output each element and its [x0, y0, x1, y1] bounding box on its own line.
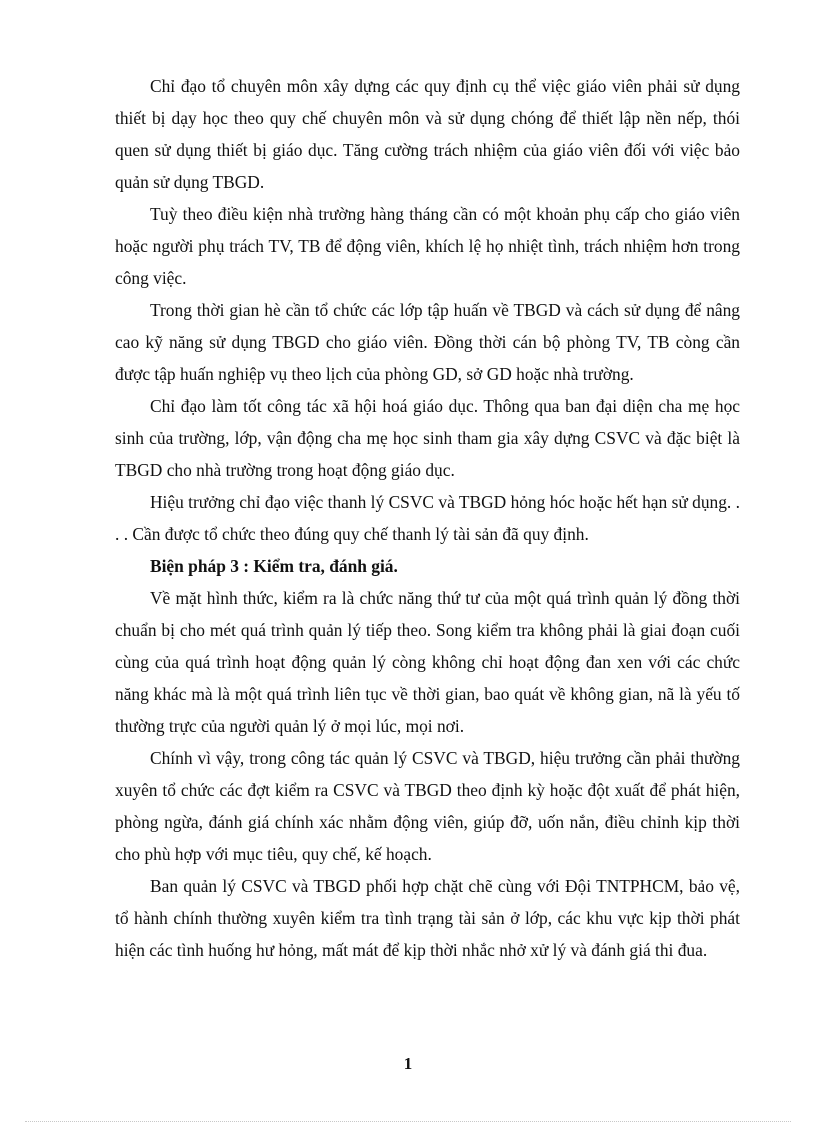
paragraph-allowance: Tuỳ theo điều kiện nhà trường hàng tháng cần có một khoản phụ cấp cho giáo viên hoặc người phụ trách TV, TB để động viên, khích lệ họ nhiệt tình, trách nhiệm hơn trong công việc. — [115, 204, 740, 288]
paragraph-liquidation: Hiệu trưởng chỉ đạo việc thanh lý CSVC và TBGD hỏng hóc hoặc hết hạn sử dụng. . . . Cần được tổ chức theo đúng quy chế thanh lý tài sản đã quy định. — [115, 492, 740, 544]
paragraph-socialization: Chỉ đạo làm tốt công tác xã hội hoá giáo dục. Thông qua ban đại diện cha mẹ học sinh của trường, lớp, vận động cha mẹ học sinh tham gia xây dựng CSVC và đặc biệt là TBGD cho nhà trường trong hoạt động giáo dục. — [115, 396, 740, 480]
document-page — [115, 70, 740, 966]
paragraph-summer-training: Trong thời gian hè cần tổ chức các lớp tập huấn về TBGD và cách sử dụng để nâng cao kỹ năng sử dụng TBGD cho giáo viên. Đồng thời cán bộ phòng TV, TB còng cần được tập huấn nghiệp vụ theo lịch của phòng GD, sở GD hoặc nhà trường. — [115, 300, 740, 384]
paragraph-inspection-form: Về mặt hình thức, kiểm ra là chức năng thứ tư của một quá trình quản lý đồng thời chuẩn bị cho mét quá trình quản lý tiếp theo. Song kiểm tra không phải là giai đoạn cuối cùng của quá trình hoạt động quản lý còng không chỉ hoạt động đan xen với các chức năng khác mà là một quá trình liên tục về thời gian, bao quát về không gian, nã là yếu tố thường trực của người quản lý ở mọi lúc, mọi nơi. — [115, 588, 740, 736]
section-heading-measure-3: Biện pháp 3 : Kiểm tra, đánh giá. — [150, 556, 398, 576]
page-number: 1 — [403, 1054, 413, 1073]
paragraph-management-board: Ban quản lý CSVC và TBGD phối hợp chặt chẽ cùng với Đội TNTPHCM, bảo vệ, tổ hành chính thường xuyên kiểm tra tình trạng tài sản ở lớp, các khu vực kịp thời phát hiện các tình huống hư hỏng, mất mát để kịp thời nhắc nhở xử lý và đánh giá thi đua. — [115, 876, 740, 960]
paragraph-periodic-inspection: Chính vì vậy, trong công tác quản lý CSVC và TBGD, hiệu trưởng cần phải thường xuyên tổ chức các đợt kiểm ra CSVC và TBGD theo định kỳ hoặc đột xuất để phát hiện, phòng ngừa, đánh giá chính xác nhằm động viên, giúp đỡ, uốn nắn, điều chỉnh kịp thời cho phù hợp với mục tiêu, quy chế, kế hoạch. — [115, 748, 740, 864]
page-bottom-border — [25, 1121, 791, 1122]
paragraph-teaching-equipment-rules: Chỉ đạo tổ chuyên môn xây dựng các quy định cụ thể việc giáo viên phải sử dụng thiết bị dạy học theo quy chế chuyên môn và sử dụng chóng để thiết lập nền nếp, thói quen sử dụng thiết bị giáo dục. Tăng cường trách nhiệm của giáo viên đối với việc bảo quản sử dụng TBGD. — [115, 76, 740, 192]
